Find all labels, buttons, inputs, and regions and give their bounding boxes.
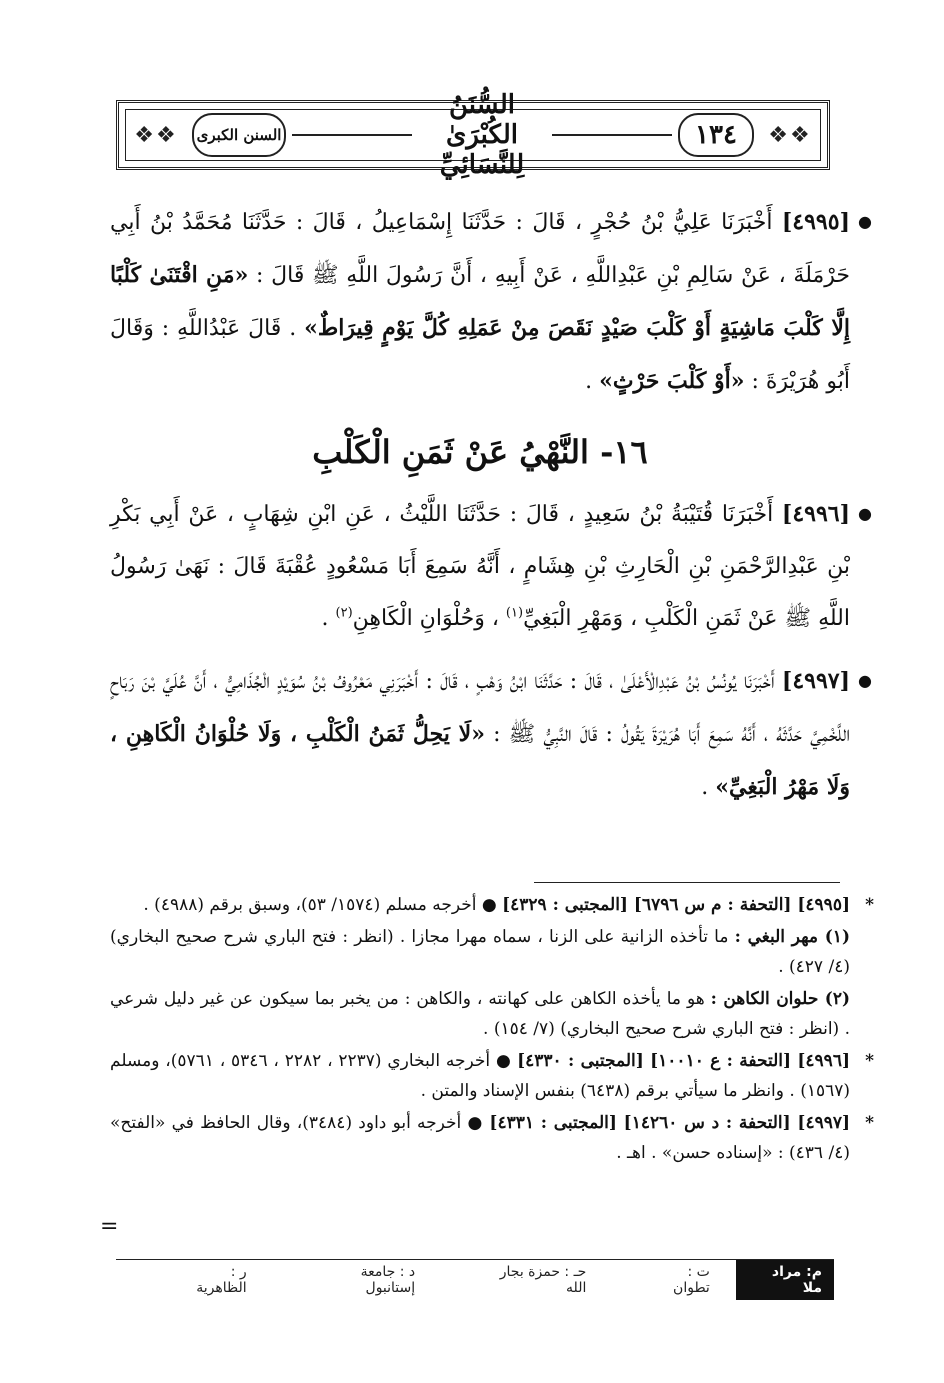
footnote-ref[interactable]: (٢) xyxy=(335,605,353,621)
star-icon: * xyxy=(865,1113,874,1133)
footnote-text: ● أخرجه أبو داود (٣٤٨٤)، وقال الحافظ في «الفتح» (٤/ ٤٣٦) : «إسناده حسن» . اهـ . xyxy=(110,1113,850,1163)
star-icon: * xyxy=(865,895,874,915)
footnote-item xyxy=(110,890,874,920)
page-number: ١٣٤ xyxy=(678,113,754,157)
header-rule-left xyxy=(292,134,412,136)
hadith-end: . xyxy=(321,606,336,631)
book-title: السُّنَنُ الكُبْرَىٰ لِلنَّسَائِيِّ xyxy=(439,90,525,180)
header-rule-right xyxy=(552,134,672,136)
prophetic-quote: «أَوْ كَلْبَ حَرْثٍ» xyxy=(599,368,745,394)
bullet-icon: ● xyxy=(858,212,872,231)
source-label: ت : تطوان xyxy=(673,1264,710,1296)
hadith-text: أَخْبَرَنَا عَلِيُّ بْنُ حُجْرٍ ، قَالَ : حَدَّثَنَا إِسْمَاعِيلُ ، قَالَ : حَدَّثَنَا مُحَمَّدُ بْنُ أَبِي حَرْمَلَةَ ، عَنْ سَالِمِ بْنِ عَبْدِاللَّهِ ، عَنْ أَبِيهِ ، أَنَّ رَسُولَ اللَّهِ ﷺ قَالَ : xyxy=(110,210,850,288)
source-label: حـ : حمزة بجار الله xyxy=(499,1264,587,1296)
prophetic-quote: «لَا يَحِلُّ ثَمَنُ الْكَلْبِ ، وَلَا حُلْوَانُ الْكَاهِنِ ، وَلَا مَهْرُ الْبَغِيِّ» xyxy=(110,721,850,800)
book-badge: السنن الكبرى xyxy=(192,113,286,157)
hadith-text: أَخْبَرَنَا قُتَيْبَةُ بْنُ سَعِيدٍ ، قَالَ : حَدَّثَنَا اللَّيْثُ ، عَنِ ابْنِ شِهَابٍ ، عَنْ أَبِي بَكْرِ بْنِ عَبْدِالرَّحْمَنِ بْنِ الْحَارِثِ بْنِ هِشَامٍ ، أَنَّهُ سَمِعَ أَبَا مَسْعُودٍ عُقْبَةَ قَالَ : نَهَىٰ رَسُولُ اللَّهِ ﷺ عَنْ ثَمَنِ الْكَلْبِ ، وَمَهْرِ الْبَغِيِّ xyxy=(110,502,850,631)
continuation-mark: = xyxy=(100,1214,119,1239)
bullet-icon: ● xyxy=(858,504,872,523)
hadith-text: . قَالَ عَبْدُاللَّهِ : وَقَالَ أَبُو هُرَيْرَةَ : xyxy=(110,316,850,394)
hadith-number: [٤٩٩٧] xyxy=(781,668,850,694)
hadith-4997 xyxy=(110,655,872,814)
footnote-divider xyxy=(534,882,840,883)
footnote-ref-label: [٤٩٩٥] [التحفة : م س ٦٧٩٦] [المجتبى : ٤٣٢٩] xyxy=(502,895,850,915)
hadith-end: . xyxy=(701,775,709,800)
footnote-item xyxy=(110,922,850,982)
main-text xyxy=(110,196,872,814)
footnotes xyxy=(110,890,874,1170)
footnote-ref-label: (١) مهر البغي : xyxy=(734,927,850,947)
ornament-right-icon: ❖❖ xyxy=(768,122,812,148)
bullet-icon: ● xyxy=(858,671,872,690)
footnote-item xyxy=(110,1108,874,1168)
source-label: د : جامعة إستانبول xyxy=(360,1264,416,1296)
manuscript-sources-bar xyxy=(116,1262,834,1298)
bottom-divider xyxy=(116,1259,834,1260)
source-label: ر : الظاهرية xyxy=(196,1264,247,1296)
ornament-left-icon: ❖❖ xyxy=(134,122,178,148)
footnote-ref-label: [٤٩٩٦] [التحفة : ع ١٠٠١٠] [المجتبى : ٤٣٣٠] xyxy=(517,1051,850,1071)
footnote-text: ● أخرجه مسلم (١٥٧٤/ ٥٣)، وسبق برقم (٤٩٨٨) . xyxy=(143,895,503,915)
hadith-end: . xyxy=(585,369,593,394)
page-header xyxy=(116,90,830,180)
footnote-ref-label: [٤٩٩٧] [التحفة : د س ١٤٢٦٠] [المجتبى : ٤٣٣١] xyxy=(489,1113,851,1133)
footnote-text: ● أخرجه البخاري (٢٢٣٧ ، ٢٢٨٢ ، ٥٣٤٦ ، ٥٧٦١)، ومسلم (١٥٦٧) . وانظر ما سيأتي برقم (٦٤٣٨) بنفس الإسناد والمتن . xyxy=(110,1051,850,1101)
hadith-number: [٤٩٩٥] xyxy=(781,209,850,235)
header-frame xyxy=(125,90,821,180)
hadith-text: ، وَحُلْوَانِ الْكَاهِنِ xyxy=(352,606,506,631)
hadith-4996 xyxy=(110,488,872,645)
star-icon: * xyxy=(865,1051,874,1071)
footnote-item xyxy=(110,1046,874,1106)
footnote-text: ما تأخذه الزانية على الزنا ، سماه مهرا مجازا . (انظر : فتح الباري شرح صحيح البخاري) (٤/ ٤٢٧) . xyxy=(110,927,850,977)
footnote-text: هو ما يأخذه الكاهن على كهانته ، والكاهن : من يخبر بما سيكون عن غير دليل شرعي . (انظر : فتح الباري شرح صحيح البخاري) (٧/ ١٥٤) . xyxy=(110,989,850,1039)
credit-badge: م: مراد ملا xyxy=(736,1260,834,1300)
prophetic-quote: «مَنِ اقْتَنَىٰ كَلْبًا إِلَّا كَلْبَ مَاشِيَةٍ أَوْ كَلْبَ صَيْدٍ نَقَصَ مِنْ عَمَلِهِ كُلَّ يَوْمٍ قِيرَاطٌ» xyxy=(110,262,850,341)
section-title: ١٦- النَّهْيُ عَنْ ثَمَنِ الْكَلْبِ xyxy=(312,433,648,471)
footnote-item xyxy=(110,984,850,1044)
footnote-ref[interactable]: (١) xyxy=(505,605,524,621)
hadith-number: [٤٩٩٦] xyxy=(781,501,850,527)
hadith-text: أَخْبَرَنَا يُونُسُ بْنُ عَبْدِالْأَعْلَىٰ ، قَالَ : حَدَّثَنَا ابْنُ وَهْبٍ ، قَالَ : أَخْبَرَنِي مَعْرُوفُ بْنُ سُوَيْدٍ الْجُذَامِيُّ ، أَنَّ عُلَيَّ بْنَ رَبَاحٍ اللَّخْمِيَّ حَدَّثَهُ ، أَنَّهُ سَمِعَ أَبَا هُرَيْرَةَ يَقُولُ : قَالَ النَّبِيُّ ﷺ : xyxy=(110,669,850,747)
footnote-ref-label: (٢) حلوان الكاهن : xyxy=(710,989,851,1009)
hadith-4995 xyxy=(110,196,872,408)
